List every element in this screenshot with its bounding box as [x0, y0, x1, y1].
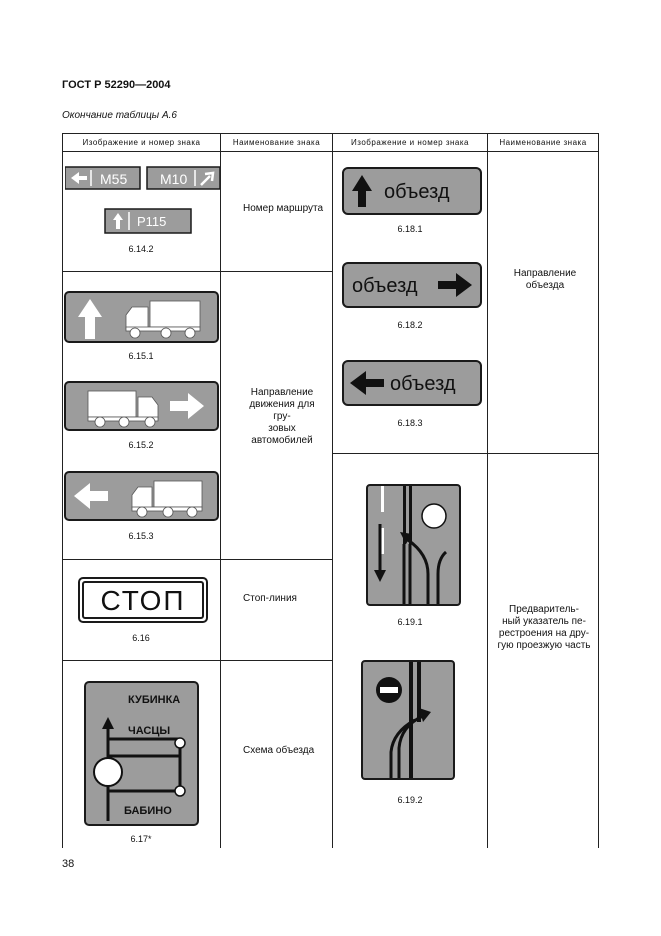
sign-name: Предваритель- ный указатель пе- рестроения на дру- гую проезжую часть [497, 604, 591, 651]
detour-scheme-sign [84, 681, 199, 826]
scheme-label: КУБИНКА [128, 694, 181, 706]
sign-name: Схема объезда [243, 745, 315, 756]
sign-number: 6.15.3 [128, 531, 154, 541]
sign-name: Направление объезда [513, 268, 577, 291]
scheme-label: БАБИНО [124, 805, 172, 817]
detour-word: объезд [390, 373, 456, 395]
sign-number: 6.19.1 [397, 617, 423, 627]
scheme-label: ЧАСЦЫ [128, 725, 171, 737]
sign-number: 6.16 [132, 633, 150, 643]
sign-name: Номер маршрута [243, 203, 324, 214]
detour-sign-left [342, 360, 482, 406]
document-code: ГОСТ Р 52290—2004 [62, 79, 171, 91]
sign-number: 6.18.2 [397, 320, 423, 330]
column-header: Изображение и номер знака [82, 138, 201, 147]
sign-name: Направление движения для гру- зовых автомобилей [249, 387, 315, 446]
sign-number: 6.17* [130, 834, 152, 844]
sign-number: 6.14.2 [128, 244, 154, 254]
sign-number: 6.18.1 [397, 224, 423, 234]
column-header: Наименование знака [232, 138, 321, 147]
page-number: 38 [62, 858, 75, 870]
sign-number: 6.19.2 [397, 795, 423, 805]
sign-number: 6.15.1 [128, 351, 154, 361]
route-sign-p115: P115 [137, 214, 167, 229]
sign-name: Стоп-линия [243, 593, 297, 604]
sign-number: 6.15.2 [128, 440, 154, 450]
truck-sign-straight [64, 291, 220, 343]
detour-word: объезд [352, 275, 418, 297]
lane-change-sign-2 [361, 660, 455, 780]
stop-line-sign [78, 577, 208, 623]
lane-change-sign-1 [366, 484, 461, 606]
truck-sign-left [64, 471, 220, 521]
no-entry-icon [380, 687, 398, 693]
column-header: Наименование знака [499, 138, 587, 147]
detour-sign-straight [342, 167, 482, 215]
detour-sign-right [342, 262, 482, 308]
route-number-signs [65, 165, 220, 235]
route-sign-m10: M10 [160, 171, 188, 187]
route-sign-m55: M55 [100, 171, 128, 187]
stop-text: СТОП [100, 585, 186, 616]
detour-word: объезд [384, 181, 450, 203]
sign-number: 6.18.3 [397, 418, 423, 428]
column-header: Изображение и номер знака [351, 138, 469, 147]
table-caption: Окончание таблицы А.6 [62, 110, 177, 121]
truck-sign-right [64, 381, 220, 431]
